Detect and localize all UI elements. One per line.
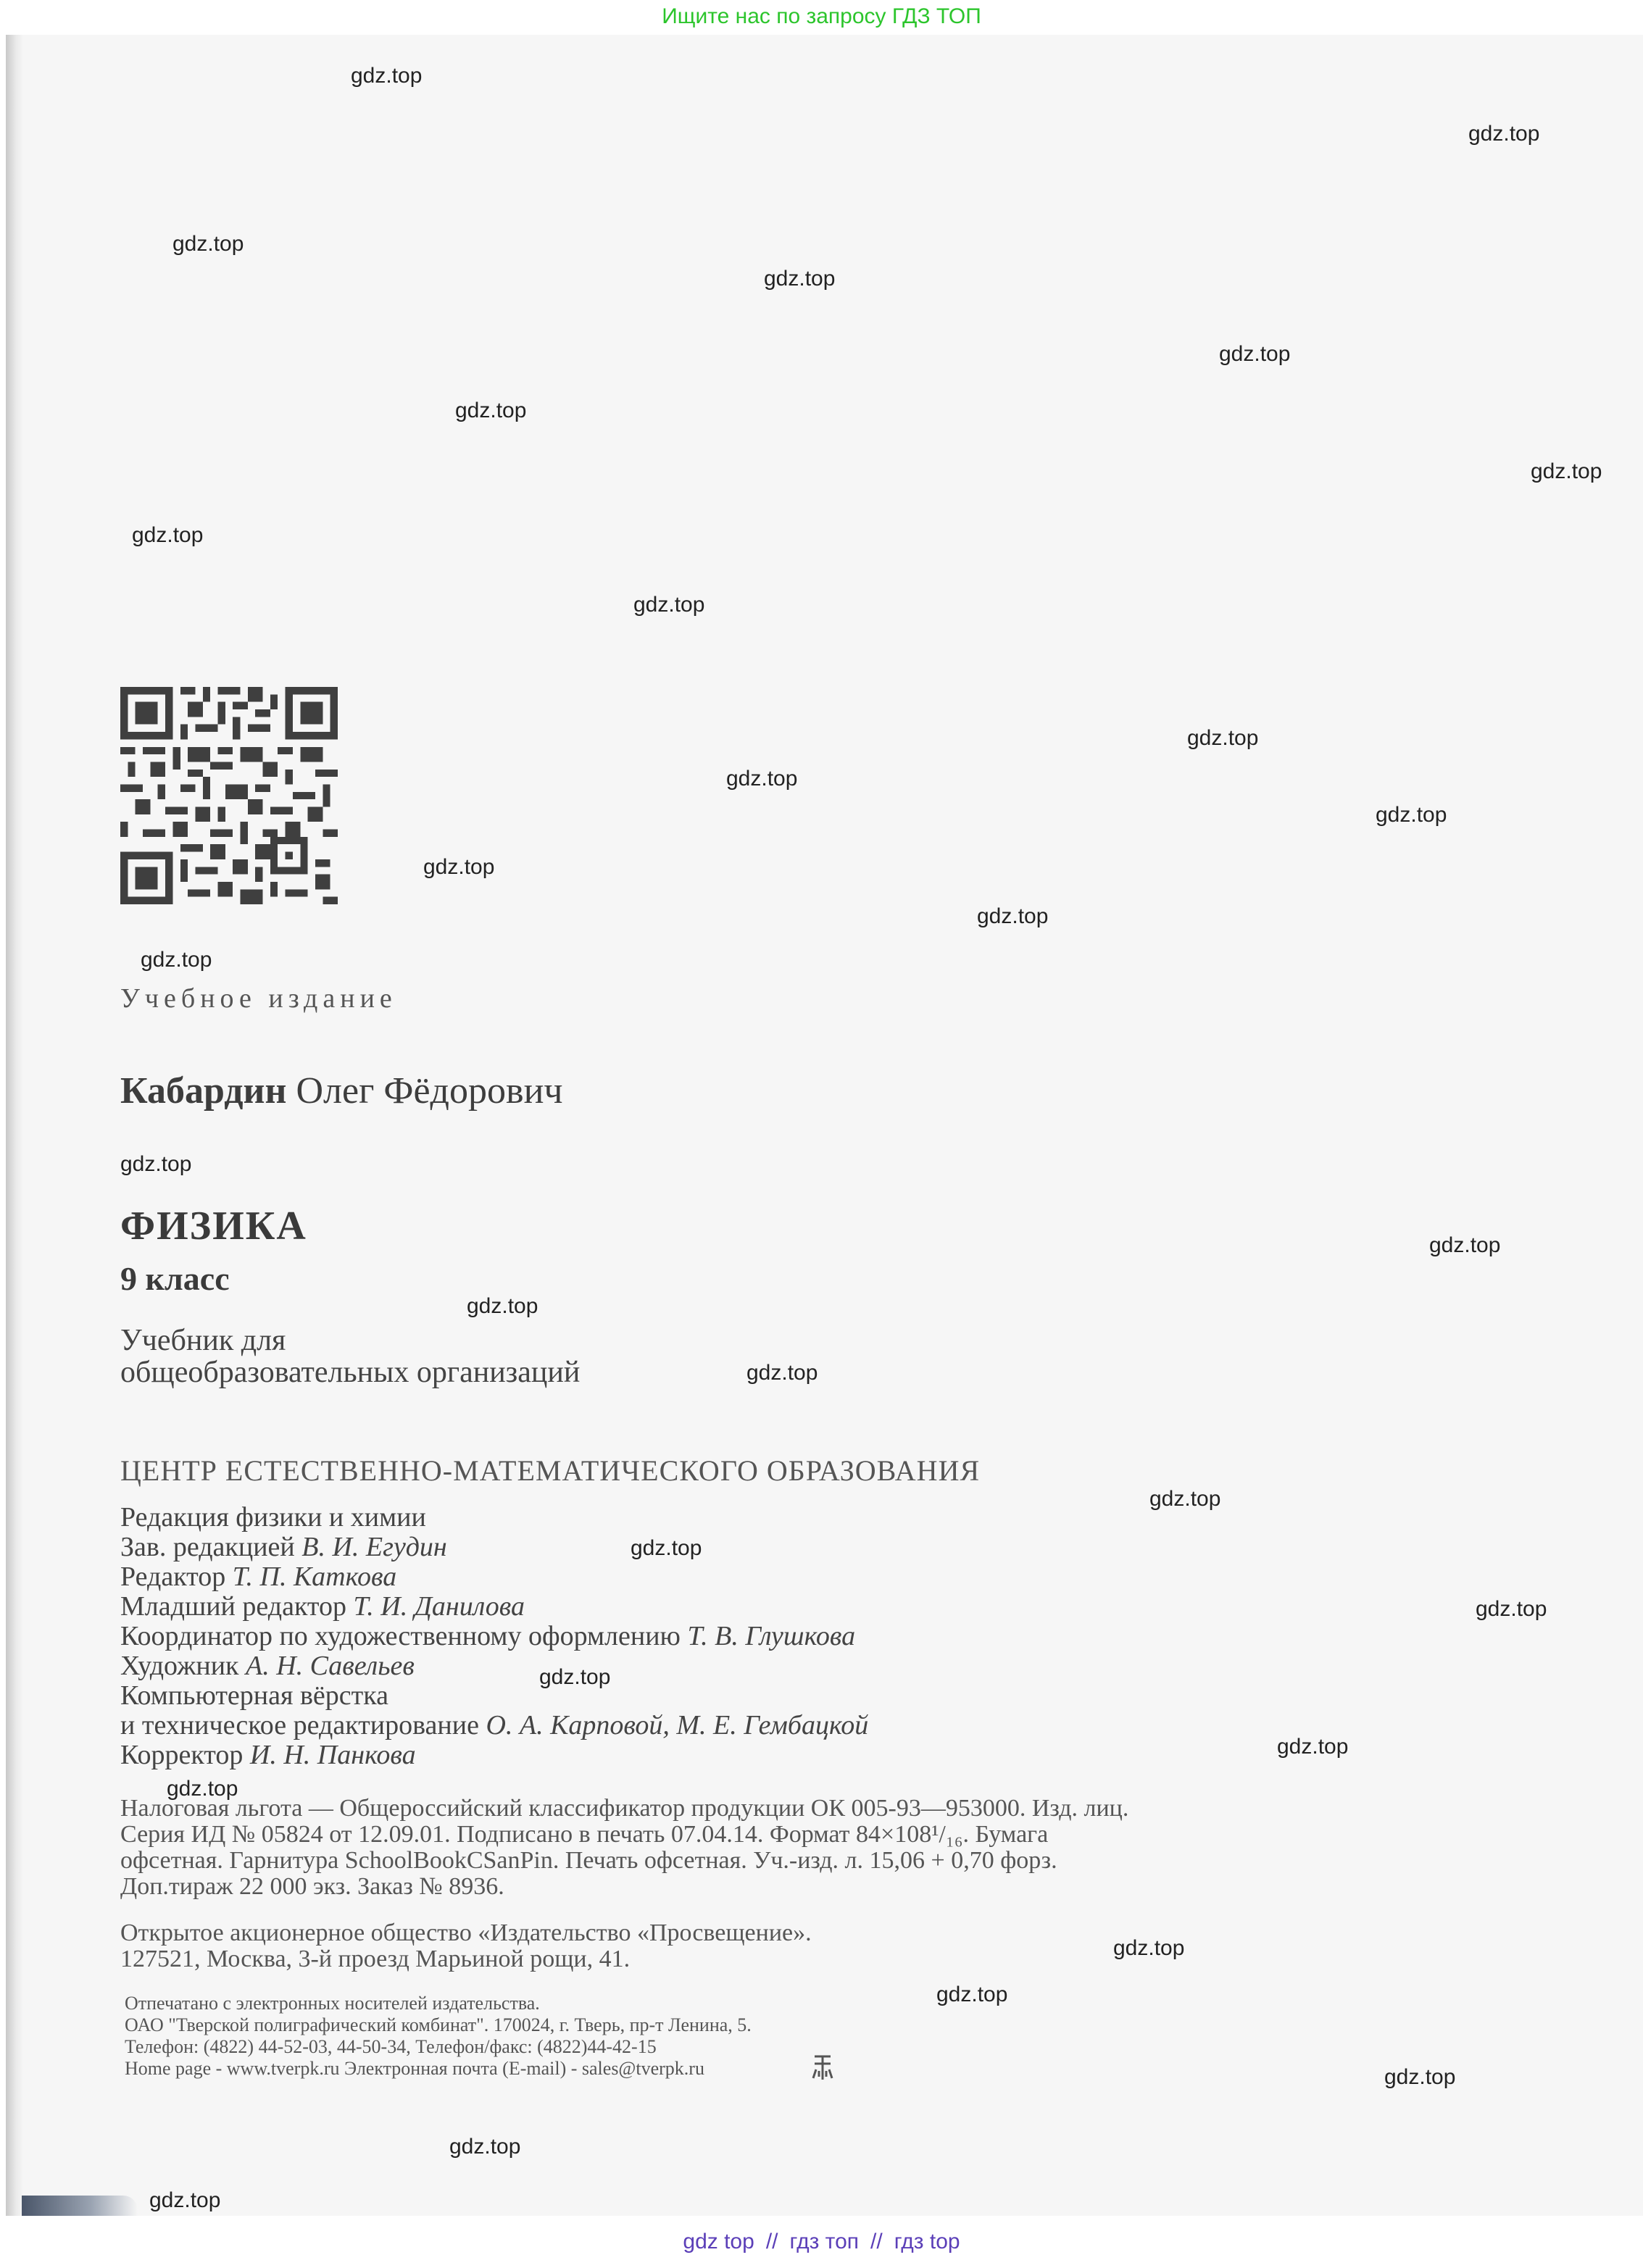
- tax-info: [120, 1796, 1316, 1900]
- credit-role: Художник: [120, 1651, 239, 1681]
- credit-person: Т. В. Глушкова: [687, 1621, 856, 1651]
- bottom-link[interactable]: гдз top: [894, 2230, 960, 2254]
- top-banner[interactable]: Ищите нас по запросу ГДЗ ТОП: [0, 0, 1643, 35]
- credit-line: [120, 1622, 868, 1651]
- tax-line: Доп.тираж 22 000 экз. Заказ № 8936.: [120, 1873, 504, 1900]
- credit-role: Зав. редакцией: [120, 1532, 295, 1562]
- bottom-link[interactable]: гдз топ: [789, 2230, 860, 2254]
- link-separator: //: [765, 2230, 778, 2254]
- tax-line: Налоговая льгота — Общероссийский классификатор продукции ОК 005-93—953000. Изд. лиц.: [120, 1795, 1129, 1822]
- watermark: gdz.top: [1429, 1233, 1501, 1257]
- watermark: gdz.top: [936, 1983, 1008, 2006]
- watermark: gdz.top: [746, 1361, 818, 1385]
- watermark: gdz.top: [633, 593, 705, 617]
- printer-logo-icon: [810, 2054, 835, 2083]
- watermark: gdz.top: [977, 904, 1049, 928]
- watermark: gdz.top: [149, 2188, 221, 2212]
- credit-line: [120, 1562, 868, 1592]
- watermark: gdz.top: [1187, 726, 1259, 750]
- credit-role: Компьютерная вёрстка: [120, 1680, 389, 1711]
- page-edge-shadow: [22, 2196, 138, 2216]
- book-subtitle: [120, 1325, 773, 1388]
- subtitle-line: Учебник для: [120, 1324, 286, 1357]
- credit-person: И. Н. Панкова: [249, 1740, 416, 1770]
- credit-person: Т. П. Каткова: [232, 1562, 397, 1592]
- tax-line: офсетная. Гарнитура SchoolBookCSanPin. Печать офсетная. Уч.-изд. л. 15,06 + 0,70 форз.: [120, 1847, 1057, 1874]
- watermark: gdz.top: [167, 1777, 238, 1801]
- credit-role: Редактор: [120, 1562, 226, 1592]
- book-title: ФИЗИКА: [120, 1204, 307, 1248]
- subtitle-line: общеобразовательных организаций: [120, 1356, 581, 1389]
- credit-line: [120, 1681, 868, 1711]
- credit-line: [120, 1651, 868, 1681]
- printer-line: Home page - www.tverpk.ru Электронная почта (E-mail) - sales@tverpk.ru: [125, 2058, 704, 2079]
- book-grade: 9 класс: [120, 1260, 230, 1297]
- author-surname: Кабардин: [120, 1070, 287, 1112]
- publisher-line: Открытое акционерное общество «Издательство «Просвещение».: [120, 1919, 812, 1946]
- credit-role: Координатор по художественному оформлению: [120, 1621, 681, 1651]
- page-spine: [6, 35, 23, 2216]
- publisher-info: [120, 1920, 812, 1972]
- watermark: gdz.top: [1468, 122, 1540, 146]
- watermark: gdz.top: [631, 1536, 702, 1560]
- watermark: gdz.top: [726, 767, 798, 791]
- credit-person: А. Н. Савельев: [246, 1651, 415, 1681]
- link-separator: //: [870, 2230, 883, 2254]
- bottom-links-bar: [0, 2216, 1643, 2260]
- watermark: gdz.top: [764, 267, 836, 291]
- credit-line: [120, 1533, 868, 1562]
- credit-line: [120, 1503, 868, 1533]
- watermark: gdz.top: [423, 855, 495, 879]
- credit-role: и техническое редактирование: [120, 1710, 479, 1740]
- watermark: gdz.top: [1149, 1487, 1221, 1511]
- credit-role: Корректор: [120, 1740, 244, 1770]
- watermark: gdz.top: [132, 523, 204, 547]
- watermark: gdz.top: [172, 232, 244, 256]
- watermark: gdz.top: [141, 948, 212, 972]
- watermark: gdz.top: [467, 1294, 538, 1318]
- watermark: gdz.top: [1476, 1597, 1547, 1621]
- watermark: gdz.top: [455, 399, 527, 422]
- printer-line: Телефон: (4822) 44-52-03, 44-50-34, Телефон/факс: (4822)44-42-15: [125, 2036, 657, 2057]
- watermark: gdz.top: [1376, 803, 1447, 827]
- credit-person: Т. И. Данилова: [353, 1591, 525, 1622]
- watermark: gdz.top: [351, 64, 423, 88]
- watermark: gdz.top: [449, 2135, 521, 2159]
- tax-line: Серия ИД № 05824 от 12.09.01. Подписано в печать 07.04.14. Формат 84×108¹/₁₆. Бумага: [120, 1821, 1049, 1848]
- watermark: gdz.top: [539, 1665, 611, 1689]
- bottom-link[interactable]: gdz top: [683, 2230, 754, 2254]
- qr-code[interactable]: [120, 687, 338, 904]
- watermark: gdz.top: [120, 1152, 192, 1176]
- center-name: ЦЕНТР ЕСТЕСТВЕННО-МАТЕМАТИЧЕСКОГО ОБРАЗОВАНИЯ: [120, 1454, 981, 1487]
- watermark: gdz.top: [1531, 459, 1602, 483]
- watermark: gdz.top: [1277, 1735, 1349, 1759]
- credit-person: В. И. Егудин: [301, 1532, 447, 1562]
- watermark: gdz.top: [1113, 1936, 1185, 1960]
- printer-line: Отпечатано с электронных носителей издательства.: [125, 1993, 540, 2014]
- credit-role: Младший редактор: [120, 1591, 347, 1622]
- credit-role: Редакция физики и химии: [120, 1502, 426, 1533]
- printer-line: ОАО "Тверской полиграфический комбинат". 170024, г. Тверь, пр-т Ленина, 5.: [125, 2014, 752, 2035]
- credit-line: [120, 1592, 868, 1622]
- author-name: [120, 1070, 563, 1112]
- author-given-name: Олег Фёдорович: [296, 1070, 563, 1112]
- credit-line: [120, 1711, 868, 1740]
- printer-info: [125, 1993, 752, 2080]
- credits-list: [120, 1503, 868, 1770]
- watermark: gdz.top: [1219, 342, 1291, 366]
- publisher-line: 127521, Москва, 3-й проезд Марьиной рощи, 41.: [120, 1946, 631, 1972]
- credit-line: [120, 1740, 868, 1770]
- watermark: gdz.top: [1384, 2065, 1456, 2089]
- edition-type: Учебное издание: [120, 983, 397, 1014]
- credit-person: О. А. Карповой, М. Е. Гембацкой: [486, 1710, 869, 1740]
